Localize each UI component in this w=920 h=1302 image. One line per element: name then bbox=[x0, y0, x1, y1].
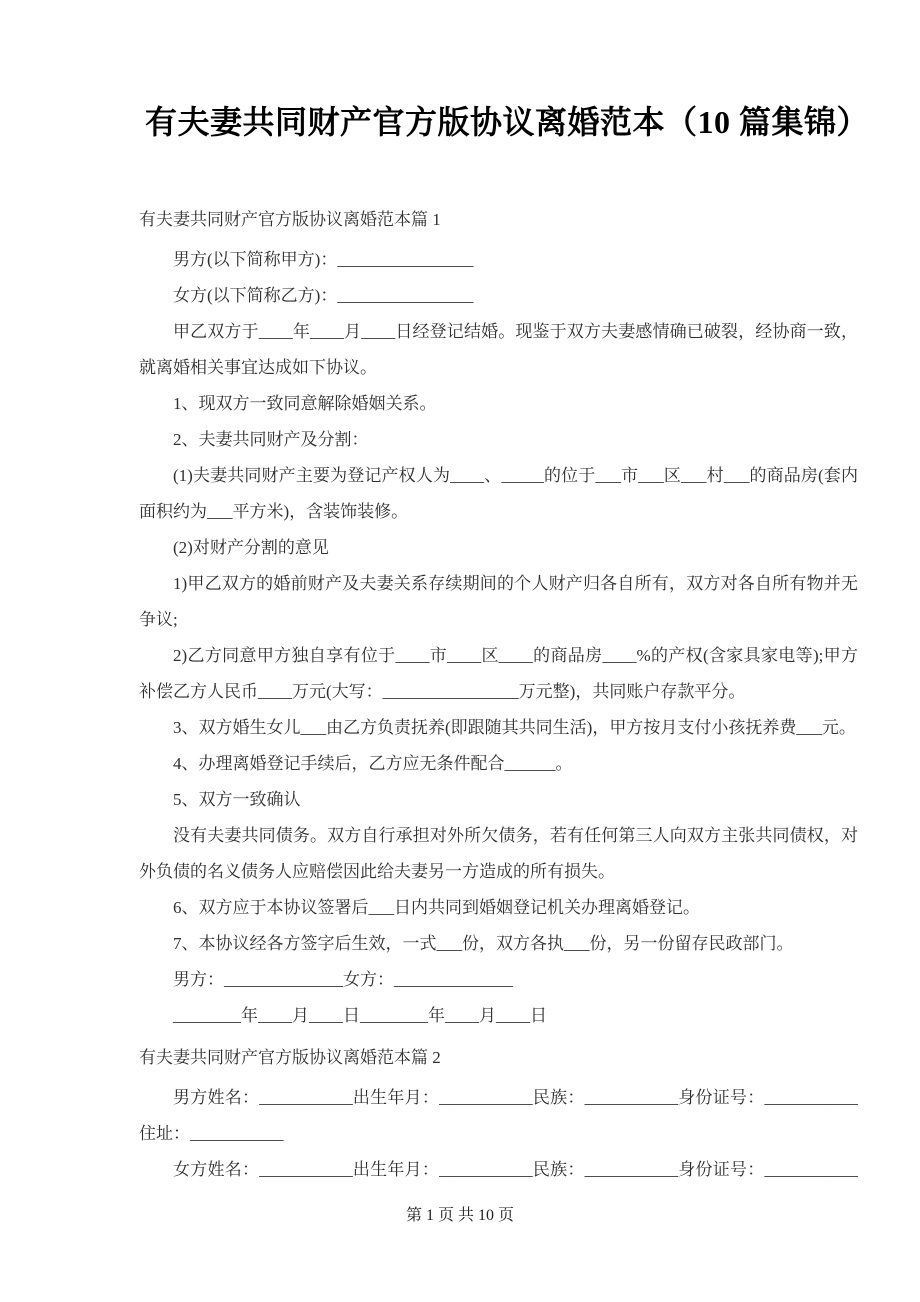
paragraph-marriage-intro: 甲乙双方于____年____月____日经登记结婚。现鉴于双方夫妻感情确已破裂，经协商一致，就离婚相关事宜达成如下协议。 bbox=[139, 322, 858, 377]
section-2-heading: 有夫妻共同财产官方版协议离婚范本篇 2 bbox=[139, 1048, 441, 1067]
paragraph-clause-2: 2、夫妻共同财产及分割： bbox=[173, 430, 369, 449]
paragraph-clause-2-2-2: 2)乙方同意甲方独自享有位于____市____区____的商品房____%的产权(含家具家电等);甲方补偿乙方人民币____万元(大写：________________万元整)，共同账户存款平分。 bbox=[139, 646, 858, 701]
paragraph-clause-4: 4、办理离婚登记手续后，乙方应无条件配合______。 bbox=[173, 754, 573, 773]
paragraph-clause-5: 5、双方一致确认 bbox=[173, 790, 301, 809]
paragraph-clause-2-2-1: 1)甲乙双方的婚前财产及夫妻关系存续期间的个人财产归各自所有，双方对各自所有物并无争议; bbox=[139, 574, 858, 629]
paragraph-husband-name-line: 男方(以下简称甲方)：________________ bbox=[173, 250, 474, 269]
document-title: 有夫妻共同财产官方版协议离婚范本（10 篇集锦） bbox=[145, 104, 870, 140]
paragraph-wife-info-line: 女方姓名：___________出生年月：___________民族：___________身份证号：___________ bbox=[173, 1160, 858, 1179]
paragraph-clause-2-1: (1)夫妻共同财产主要为登记产权人为____、_____的位于___市___区___村___的商品房(套内面积约为___平方米)，含装饰装修。 bbox=[139, 466, 858, 521]
paragraph-husband-address-line: 住址：___________ bbox=[139, 1124, 284, 1143]
paragraph-signature-line: 男方：______________女方：______________ bbox=[173, 970, 513, 989]
paragraph-clause-2-2: (2)对财产分割的意见 bbox=[173, 538, 329, 557]
page-number-footer: 第 1 页 共 10 页 bbox=[405, 1207, 514, 1224]
paragraph-date-line: ________年____月____日________年____月____日 bbox=[173, 1006, 547, 1025]
paragraph-clause-1: 1、现双方一致同意解除婚姻关系。 bbox=[173, 394, 437, 413]
paragraph-clause-6: 6、双方应于本协议签署后___日内共同到婚姻登记机关办理离婚登记。 bbox=[173, 898, 700, 917]
paragraph-clause-7: 7、本协议经各方签字后生效，一式___份，双方各执___份，另一份留存民政部门。 bbox=[173, 934, 794, 953]
paragraph-no-joint-debt: 没有夫妻共同债务。双方自行承担对外所欠债务，若有任何第三人向双方主张共同债权，对外负债的名义债务人应赔偿因此给夫妻另一方造成的所有损失。 bbox=[139, 826, 858, 881]
paragraph-husband-info-line: 男方姓名：___________出生年月：___________民族：___________身份证号：___________ bbox=[173, 1088, 858, 1107]
paragraph-wife-name-line: 女方(以下简称乙方)：________________ bbox=[173, 286, 474, 305]
section-1-heading: 有夫妻共同财产官方版协议离婚范本篇 1 bbox=[139, 210, 441, 229]
paragraph-clause-3: 3、双方婚生女儿___由乙方负责抚养(即跟随其共同生活)，甲方按月支付小孩抚养费___元。 bbox=[173, 718, 856, 737]
